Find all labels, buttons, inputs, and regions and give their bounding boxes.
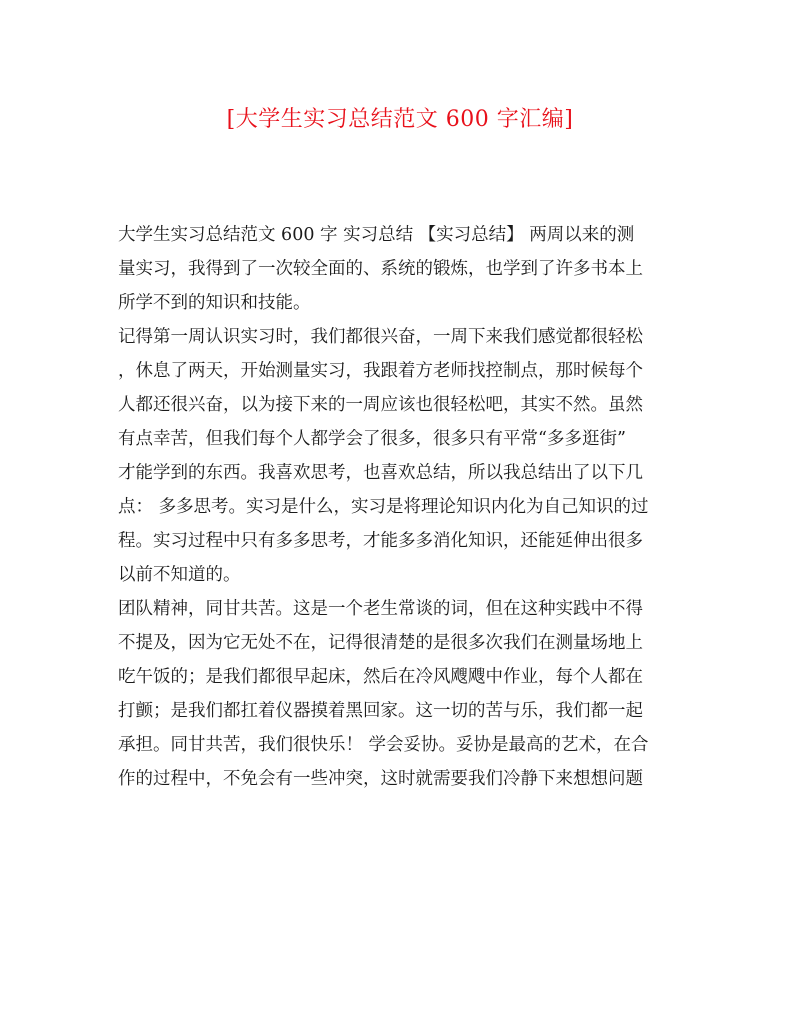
text-line: 承担。同甘共苦，我们很快乐！ 学会妥协。妥协是最高的艺术，在合 xyxy=(118,735,649,755)
text-line: 人都还很兴奋，以为接下来的一周应该也很轻松吧，其实不然。虽然 xyxy=(118,395,643,415)
text-line: 才能学到的东西。我喜欢思考，也喜欢总结，所以我总结出了以下几 xyxy=(118,463,643,483)
text-line: 点： 多多思考。实习是什么，实习是将理论知识内化为自己知识的过 xyxy=(118,497,649,517)
text-line: ，休息了两天，开始测量实习，我跟着方老师找控制点，那时候每个 xyxy=(118,361,643,381)
text-line: 以前不知道的。 xyxy=(118,565,241,585)
document-title: [大学生实习总结范文 600 字汇编] xyxy=(226,107,574,132)
text-line: 吃午饭的；是我们都很早起床，然后在冷风飕飕中作业，每个人都在 xyxy=(118,667,643,687)
text-line: 有点幸苦，但我们每个人都学会了很多，很多只有平常“多多逛街” xyxy=(118,429,626,449)
text-line: 记得第一周认识实习时，我们都很兴奋，一周下来我们感觉都很轻松 xyxy=(118,327,643,347)
text-line: 团队精神，同甘共苦。这是一个老生常谈的词，但在这种实践中不得 xyxy=(118,599,643,619)
text-line: 所学不到的知识和技能。 xyxy=(118,293,311,313)
text-line: 作的过程中，不免会有一些冲突，这时就需要我们冷静下来想想问题 xyxy=(118,769,643,789)
text-line: 量实习，我得到了一次较全面的、系统的锻炼，也学到了许多书本上 xyxy=(118,259,643,279)
text-line: 大学生实习总结范文 600 字 实习总结 【实习总结】 两周以来的测 xyxy=(118,225,635,245)
text-line: 打颤；是我们都扛着仪器摸着黑回家。这一切的苦与乐，我们都一起 xyxy=(118,701,643,721)
text-line: 程。实习过程中只有多多思考，才能多多消化知识，还能延伸出很多 xyxy=(118,531,643,551)
document-body xyxy=(118,218,678,796)
text-line: 不提及，因为它无处不在，记得很清楚的是很多次我们在测量场地上 xyxy=(118,633,643,653)
